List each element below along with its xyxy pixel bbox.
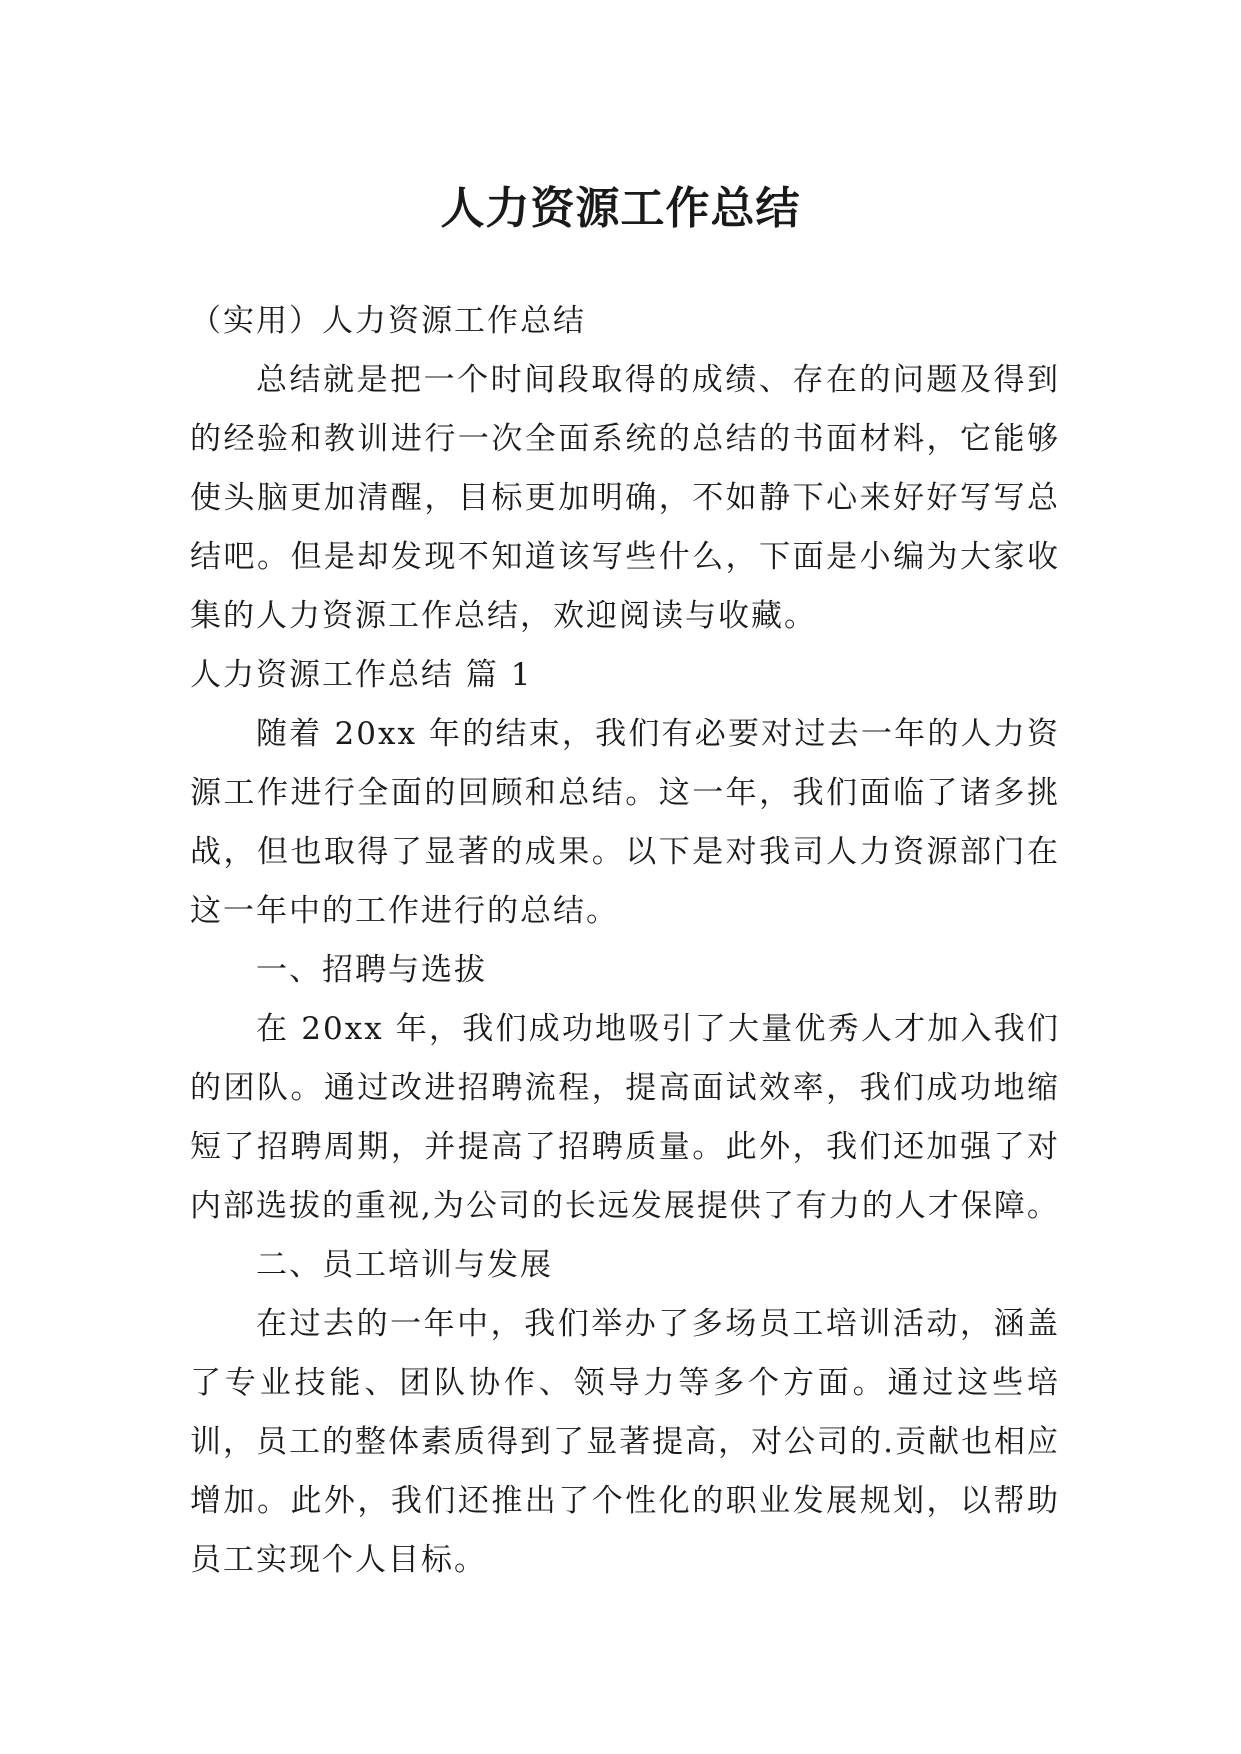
training-paragraph: 在过去的一年中，我们举办了多场员工培训活动，涵盖了专业技能、团队协作、领导力等多个方面。通过这些培训，员工的整体素质得到了显著提高，对公司的.贡献也相应增加。此外，我们还推出了个性化的职业发展规划，以帮助员工实现个人目标。 <box>190 1306 1060 1578</box>
subtitle-paragraph: （实用）人力资源工作总结 <box>190 303 586 339</box>
subheading-recruitment: 一、招聘与选拔 <box>256 952 487 988</box>
document-title: 人力资源工作总结 <box>440 183 801 235</box>
summary-paragraph: 随着 20xx 年的结束，我们有必要对过去一年的人力资源工作进行全面的回顾和总结。这一年，我们面临了诸多挑战，但也取得了显著的成果。以下是对我司人力资源部门在这一年中的工作进行的总结。 <box>190 716 1060 929</box>
recruitment-paragraph: 在 20xx 年，我们成功地吸引了大量优秀人才加入我们的团队。通过改进招聘流程，提高面试效率，我们成功地缩短了招聘周期，并提高了招聘质量。此外，我们还加强了对内部选拔的重视,为公司的长远发展提供了有力的人才保障。 <box>190 1011 1060 1224</box>
section-heading: 人力资源工作总结 篇 1 <box>190 657 533 693</box>
document-body <box>190 292 1060 1590</box>
subheading-training: 二、员工培训与发展 <box>256 1247 553 1283</box>
intro-paragraph: 总结就是把一个时间段取得的成绩、存在的问题及得到的经验和教训进行一次全面系统的总结的书面材料，它能够使头脑更加清醒，目标更加明确，不如静下心来好好写写总结吧。但是却发现不知道该写些什么，下面是小编为大家收集的人力资源工作总结，欢迎阅读与收藏。 <box>190 362 1060 634</box>
